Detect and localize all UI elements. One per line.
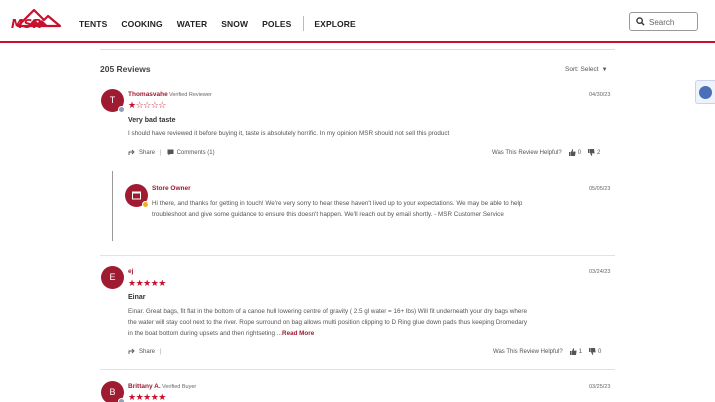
store-owner-avatar [125, 184, 148, 207]
avatar [101, 266, 124, 289]
thumbs-up-count: 0 [577, 149, 582, 156]
reviewer-badge: Verified Buyer [162, 384, 197, 390]
helpful-label: Was This Review Helpful? [492, 149, 562, 156]
share-label: Share [139, 348, 156, 355]
reviewer-badge: Verified Reviewer [169, 92, 212, 98]
avatar-initial: B [109, 387, 116, 397]
review-line-text: in the boat bottom during upsets and then rightseting ... [128, 330, 283, 337]
verified-badge-icon [118, 106, 125, 113]
thumbs-down-icon [589, 348, 596, 355]
reviews-count: 205 Reviews [100, 64, 151, 74]
accessibility-icon [699, 86, 712, 99]
thumbs-up-count: 1 [578, 348, 583, 355]
sort-label: Sort: Select [565, 66, 599, 73]
nav-cooking[interactable]: COOKING [121, 18, 163, 29]
thumbs-down-button[interactable] [588, 149, 600, 156]
thumbs-up-icon [570, 348, 577, 355]
thumbs-down-button[interactable] [589, 348, 601, 355]
review-line [128, 328, 618, 339]
review-line: Einar. Great bags, fit flat in the bottom of a canoe hull lowering centre of gravity ( 2.5 gl water = 16+ lbs) Will fit underneath your dry bags where [128, 308, 528, 315]
reply-line: troubleshoot and give some guidance to ensure this doesn't happen. We'll reach out by email shortly. - MSR Customer Service [152, 211, 504, 218]
review-actions [128, 149, 215, 156]
thumbs-up-button[interactable] [570, 348, 582, 355]
thumbs-up-button[interactable] [569, 149, 581, 156]
action-separator: | [160, 348, 162, 355]
store-owner-name: Store Owner [152, 185, 191, 192]
reply-body [152, 198, 612, 220]
review-date: 03/25/23 [589, 384, 611, 390]
review-divider [100, 369, 615, 370]
comment-icon [167, 149, 174, 156]
nav-poles[interactable]: POLES [262, 18, 292, 29]
chevron-down-icon: ▼ [601, 67, 608, 73]
thumbs-down-icon [588, 149, 595, 156]
review-line: the water will stay cool next to the river. Rope surround on bag allows multi position clipping to D Ring glue down pads thus keeping Dromedary [128, 319, 528, 326]
reviewer-name[interactable]: Brittany A. [128, 383, 161, 390]
helpful-vote [493, 348, 601, 355]
verified-badge-icon [118, 398, 125, 402]
read-more-link[interactable]: Read More [282, 330, 315, 337]
review-date: 03/24/23 [589, 269, 611, 275]
reply-line: Hi there, and thanks for getting in touch! We're very sorry to hear these haven't lived up to your expectations. We may be able to help [152, 200, 523, 207]
review-title: Einar [128, 294, 146, 301]
review-body: I should have reviewed it before buying it, taste is absolutely horrific. In my opinion MSR should not sell this product [128, 130, 450, 137]
nav-water[interactable]: WATER [176, 18, 208, 29]
reply-thread-line [112, 171, 113, 241]
review-body [128, 306, 618, 339]
site-header [0, 0, 715, 43]
logo-text: MSR [11, 17, 43, 31]
review-actions [128, 348, 167, 355]
avatar-initial: E [109, 272, 116, 282]
avatar [101, 89, 124, 112]
review-title: Very bad taste [128, 117, 176, 124]
avatar-initial: T [109, 95, 116, 105]
reviewer-name[interactable]: ej [128, 268, 134, 275]
review-divider [100, 255, 615, 256]
helpful-label: Was This Review Helpful? [493, 348, 563, 355]
thumbs-down-count: 2 [597, 149, 601, 156]
reply-date: 05/05/23 [589, 186, 611, 192]
search-input[interactable] [649, 16, 695, 28]
reviewer-name[interactable]: Thomasvahe [128, 91, 168, 98]
review-date: 04/30/23 [589, 92, 611, 98]
sort-dropdown[interactable] [565, 66, 608, 73]
thumbs-up-icon [569, 149, 576, 156]
share-icon [128, 149, 136, 156]
nav-explore[interactable]: EXPLORE [314, 18, 356, 29]
action-separator: | [160, 149, 162, 156]
comments-label: Comments (1) [176, 149, 215, 156]
main-nav [79, 16, 370, 31]
star-rating: ★★★★★ [128, 393, 166, 402]
nav-snow[interactable]: SNOW [221, 18, 249, 29]
share-label: Share [139, 149, 156, 156]
avatar [101, 381, 124, 402]
share-icon [128, 348, 136, 355]
nav-tents[interactable]: TENTS [79, 18, 108, 29]
nav-divider [303, 16, 304, 31]
star-rating: ★☆☆☆☆ [128, 101, 166, 111]
section-divider [100, 49, 615, 50]
accessibility-widget[interactable] [695, 80, 715, 104]
verified-owner-badge-icon [142, 201, 149, 208]
share-button[interactable] [128, 348, 155, 355]
star-rating: ★★★★★ [128, 279, 166, 289]
share-button[interactable] [128, 149, 155, 156]
search-icon [636, 17, 645, 26]
search-box[interactable] [629, 12, 698, 31]
helpful-vote [492, 149, 600, 156]
comments-button[interactable] [167, 149, 215, 156]
thumbs-down-count: 0 [598, 348, 602, 355]
